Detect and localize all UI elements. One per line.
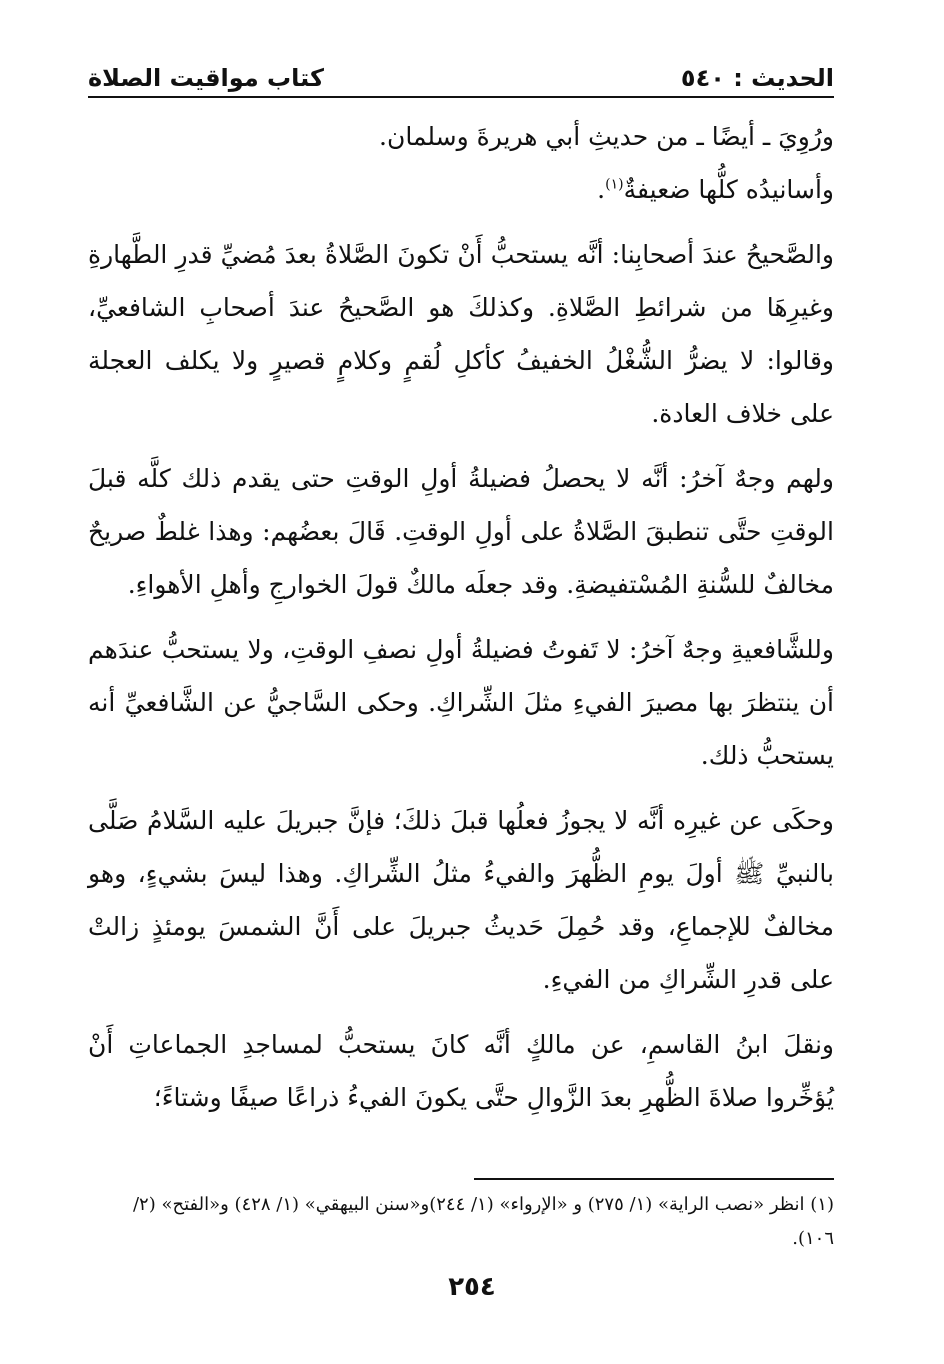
paragraph-6: وحكَى عن غيرِه أنَّه لا يجوزُ فعلُها قبلَ ذلكَ؛ فإنَّ جبريلَ عليه السَّلامُ صَلَّى بالنبيِّ ﷺ أولَ يومِ الظُّهرَ والفيءُ مثلُ الشِّراكِ. وهذا ليسَ بشيءٍ، وهو مخالفٌ للإجماعِ، وقد حُمِلَ حَديثُ جبريلَ على أَنَّ الشمسَ يومئذٍ زالتْ على قدرِ الشِّراكِ من الفيءِ. — [88, 806, 834, 994]
paragraph-7: ونقلَ ابنُ القاسمِ، عن مالكٍ أنَّه كانَ يستحبُّ لمساجدِ الجماعاتِ أَنْ يُؤخِّروا صلاةَ الظُّهرِ بعدَ الزَّوالِ حتَّى يكونَ الفيءُ ذراعًا صيفًا وشتاءً؛ — [88, 1030, 834, 1112]
paragraph-1: ورُوِيَ ـ أيضًا ـ من حديثِ أبي هريرةَ وسلمان. — [379, 122, 834, 151]
hadith-number: الحديث : ٥٤٠ — [680, 64, 834, 92]
page-number: ٢٥٤ — [448, 1272, 496, 1302]
paragraph-3: والصَّحيحُ عندَ أصحابِنا: أنَّه يستحبُّ أَنْ تكونَ الصَّلاةُ بعدَ مُضيِّ قدرِ الطَّهارةِ وغيرِهَا من شرائطِ الصَّلاةِ. وكذلكَ هو الصَّحيحُ عندَ أصحابِ الشافعيِّ، وقالوا: لا يضرُّ الشُّغْلُ الخفيفُ كأكلِ لُقمٍ وكلامٍ قصيرٍ ولا يكلف العجلة على خلاف العادة. — [88, 240, 834, 428]
main-text — [88, 110, 834, 1136]
paragraph-2 — [88, 163, 834, 216]
running-header — [88, 56, 834, 98]
book-title: كتاب مواقيت الصلاة — [88, 64, 324, 92]
paragraph-4: ولهم وجهٌ آخرُ: أنَّه لا يحصلُ فضيلةُ أولِ الوقتِ حتى يقدم ذلك كلَّه قبلَ الوقتِ حتَّى تنطبقَ الصَّلاةُ على أولِ الوقتِ. قَالَ بعضُهم: وهذا غلطٌ صريحٌ مخالفٌ للسُّنةِ المُسْتفيضةِ. وقد جعلَه مالكٌ قولَ الخوارجِ وأهلِ الأهواءِ. — [88, 464, 834, 599]
footnote-ref[interactable]: (١) — [605, 176, 624, 193]
footnote-divider — [474, 1178, 834, 1180]
footnote: (١) انظر «نصب الراية» (١/ ٢٧٥) و «الإرواء» (١/ ٢٤٤)و«سنن البيهقي» (١/ ٤٢٨) و«الفتح» (٢/ ١٠٦). — [132, 1194, 834, 1249]
paragraph-2-end: . — [597, 175, 606, 204]
paragraph-5: وللشَّافعيةِ وجهٌ آخرُ: لا تَفوتُ فضيلةُ أولِ نصفِ الوقتِ، ولا يستحبُّ عندَهم أن ينتظرَ بها مصيرَ الفيءِ مثلَ الشِّراكِ. وحكى السَّاجيُّ عن الشَّافعيِّ أنه يستحبُّ ذلك. — [88, 635, 834, 770]
paragraph-2-text: وأسانيدُه كلُّها ضعيفةٌ — [623, 175, 834, 204]
